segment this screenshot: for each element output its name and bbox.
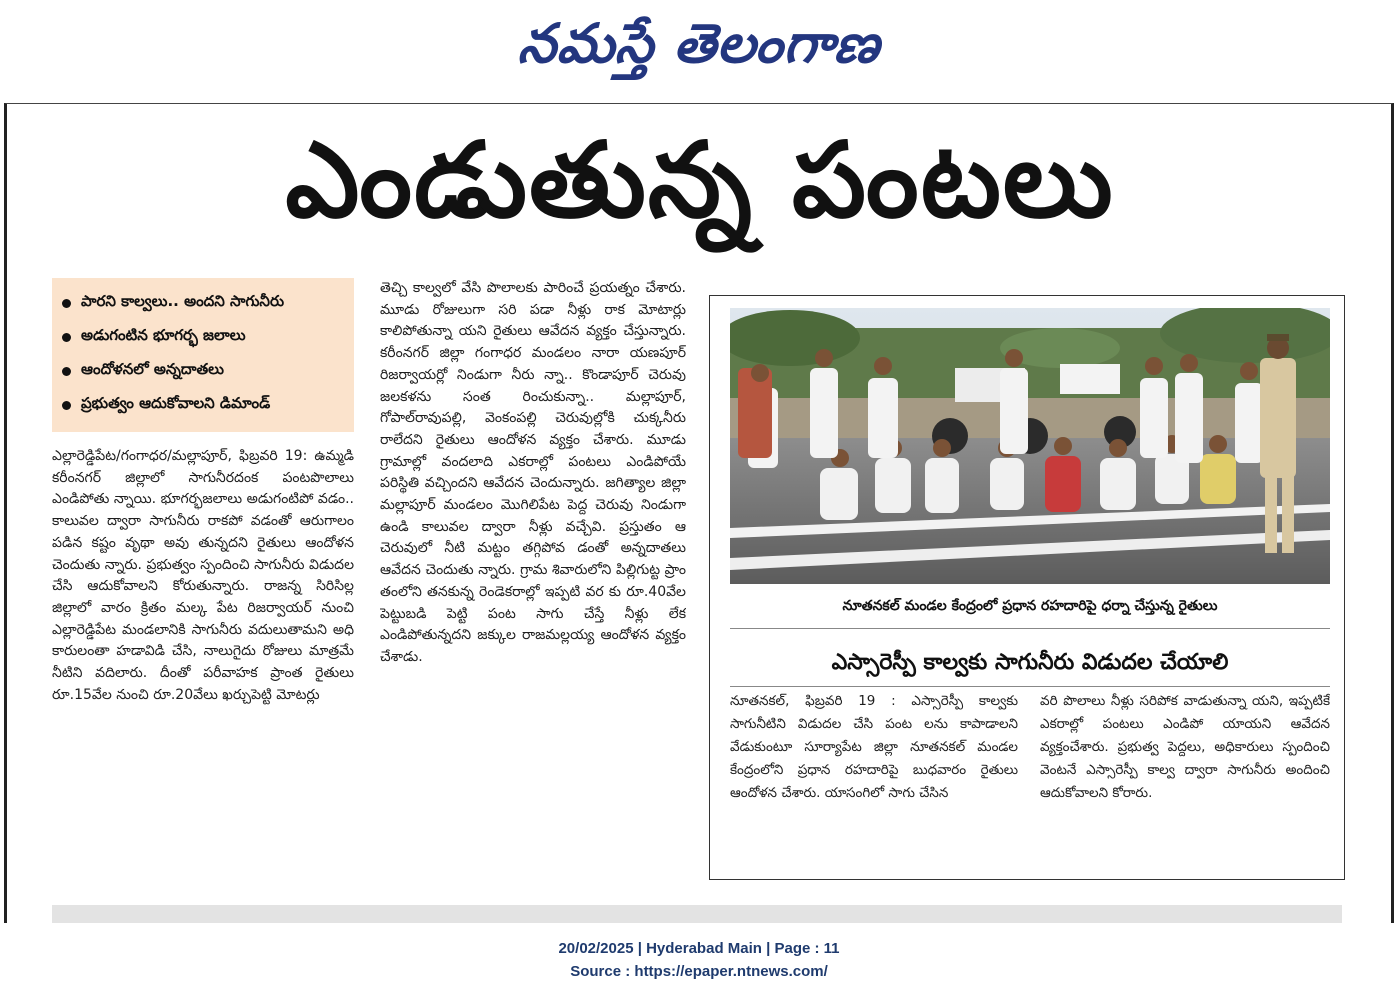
highlight-item: [62, 354, 346, 388]
main-headline: ఎండుతున్న పంటలు: [285, 120, 1115, 241]
sub-article-column-1: [730, 690, 1018, 860]
highlight-item: [62, 286, 346, 320]
highlights-box: [52, 278, 354, 432]
highlight-text: అడుగంటిన భూగర్భ జలాలు: [81, 326, 246, 344]
news-photo: [730, 308, 1330, 584]
bullet-icon: [62, 401, 71, 410]
highlight-text: ప్రభుత్వం ఆదుకోవాలని డిమాండ్: [81, 394, 271, 412]
sub-article-text: నూతనకల్, ఫిబ్రవరి 19 : ఎస్సారెస్పీ కాల్వకు సాగునీటిని విడుదల చేసి పంట లను కాపాడాలని వేడుకుంటూ సూర్యాపేట జిల్లా నూతనకల్ మండల కేంద్రంలోని ప్రధాన రహదారిపై బుధవారం రైతులు ఆందోళన చేశారు. యాసంగిలో సాగు చేసిన: [730, 693, 1018, 801]
sub-article-column-2: [1040, 690, 1330, 860]
article-column-1: [52, 446, 354, 896]
masthead: [0, 0, 1398, 100]
sub-article-headline: ఎస్సారెస్పీ కాల్వకు సాగునీరు విడుదల చేయాలి: [831, 650, 1229, 675]
article-column-2: [380, 278, 686, 888]
footer-date-edition: 20/02/2025 | Hyderabad Main | Page : 11: [558, 940, 840, 957]
highlight-text: పారని కాల్వలు.. అందని సాగునీరు: [81, 292, 285, 310]
footer-source: Source : https://epaper.ntnews.com/: [570, 963, 828, 980]
divider: [730, 628, 1330, 629]
cropped-next-article-strip: [52, 905, 1342, 923]
sub-article-text: వరి పొలాలు నీళ్లు సరిపోక వాడుతున్నా యని, ఇప్పటికే ఎకరాల్లో పంటలు ఎండిపో యాయని ఆవేదన వ్యక్తంచేశారు. ప్రభుత్వ పెద్దలు, అధికారులు స్పందించి వెంటనే ఎస్సారెస్పీ కాల్వ ద్వారా సాగునీరు అందించి ఆదుకోవాలని కోరారు.: [1040, 693, 1330, 801]
bullet-icon: [62, 299, 71, 308]
article-text: ఎల్లారెడ్డిపేట/గంగాధర/మల్లాపూర్, ఫిబ్రవరి 19: ఉమ్మడి కరీంనగర్ జిల్లాలో సాగునీరదంక పంటపొలాలు ఎండిపోతు న్నాయి. భూగర్భజలాలు అడుగంటిపో వడం.. కాలువల ద్వారా సాగునీరు రాకపో వడంతో ఆరుగాలం పడిన కష్టం వృథా అవు తున్నదని రైతులు ఆందోళన చెందుతు న్నారు. ప్రభుత్వం స్పందించి సాగునీరు విడుదల చేసి ఆదుకోవాలని కోరుతున్నారు. రాజన్న సిరిసిల్ల జిల్లాలో వారం క్రితం మల్క పేట రిజర్వాయర్ నుంచి ఎల్లారెడ్డిపేట మండలానికి సాగునీరు వదులుతామని అధి కారులంతా హడావిడి చేసి, నాలుగైదు రోజులు మాత్రమే నీటిని వదిలారు. దీంతో పరీవాహక ప్రాంత రైతులు రూ.15వేల నుంచి రూ.20వేలు ఖర్చుపెట్టి మోటర్లు: [52, 448, 354, 703]
photo-caption: నూతనకల్ మండల కేంద్రంలో ప్రధాన రహదారిపై ధర్నా చేస్తున్న రైతులు: [842, 598, 1218, 614]
farmers-protest-photo: [730, 308, 1330, 584]
newspaper-logo: నమస్తే తెలంగాణ: [516, 11, 883, 75]
highlight-item: [62, 388, 346, 422]
article-text: తెచ్చి కాల్వలో వేసి పొలాలకు పారించే ప్రయత్నం చేశారు. మూడు రోజులుగా సరి పడా నీళ్లు రాక మోటార్లు కాలిపోతున్నా యని రైతులు ఆవేదన వ్యక్తం చేస్తున్నారు. కరీంనగర్ జిల్లా గంగాధర మండలం నారా యణపూర్ రిజర్వాయర్లో నిండుగా నీరు న్నా.. కొండాపూర్ చెరువు జలకళను సంత రించుకున్నా.. మల్లాపూర్, గోపాల్‌రావుపల్లి, వెంకంపల్లి చెరువుల్లోకి చుక్కనీరు రాలేదని రైతులు ఆందోళన వ్యక్తం చేశారు. మూడు గ్రామాల్లో వందలాది ఎకరాల్లో పంటలు ఎండిపోయే పరిస్థితి వచ్చిందని ఆవేదన చెందున్నారు. జగిత్యాల జిల్లా మల్లాపూర్ మండలం మొగిలిపేట పెద్ద చెరువు నిండుగా ఉండి కాలువల ద్వారా నీళ్లు వచ్చేవి. ప్రస్తుతం ఆ చెరువులో నీటి మట్టం తగ్గిపోవ డంతో అన్నదాతలు ఆవేదన చెందుతు న్నారు. గ్రామ శివారులోని పిల్లిగుట్ట ప్రాం తంలోని తనకున్న రెండెకరాల్లో ఇప్పటి వర కు రూ.40వేల పెట్టుబడి పెట్టి పంట సాగు చేస్తే నీళ్లు లేక ఎండిపోతున్నదని జక్కుల రాజమల్లయ్య ఆందోళన వ్యక్తం చేశాడు.: [380, 280, 686, 665]
bullet-icon: [62, 333, 71, 342]
bullet-icon: [62, 367, 71, 376]
divider: [730, 686, 1330, 687]
highlight-item: [62, 320, 346, 354]
highlight-text: ఆందోళనలో అన్నదాతలు: [81, 360, 224, 378]
